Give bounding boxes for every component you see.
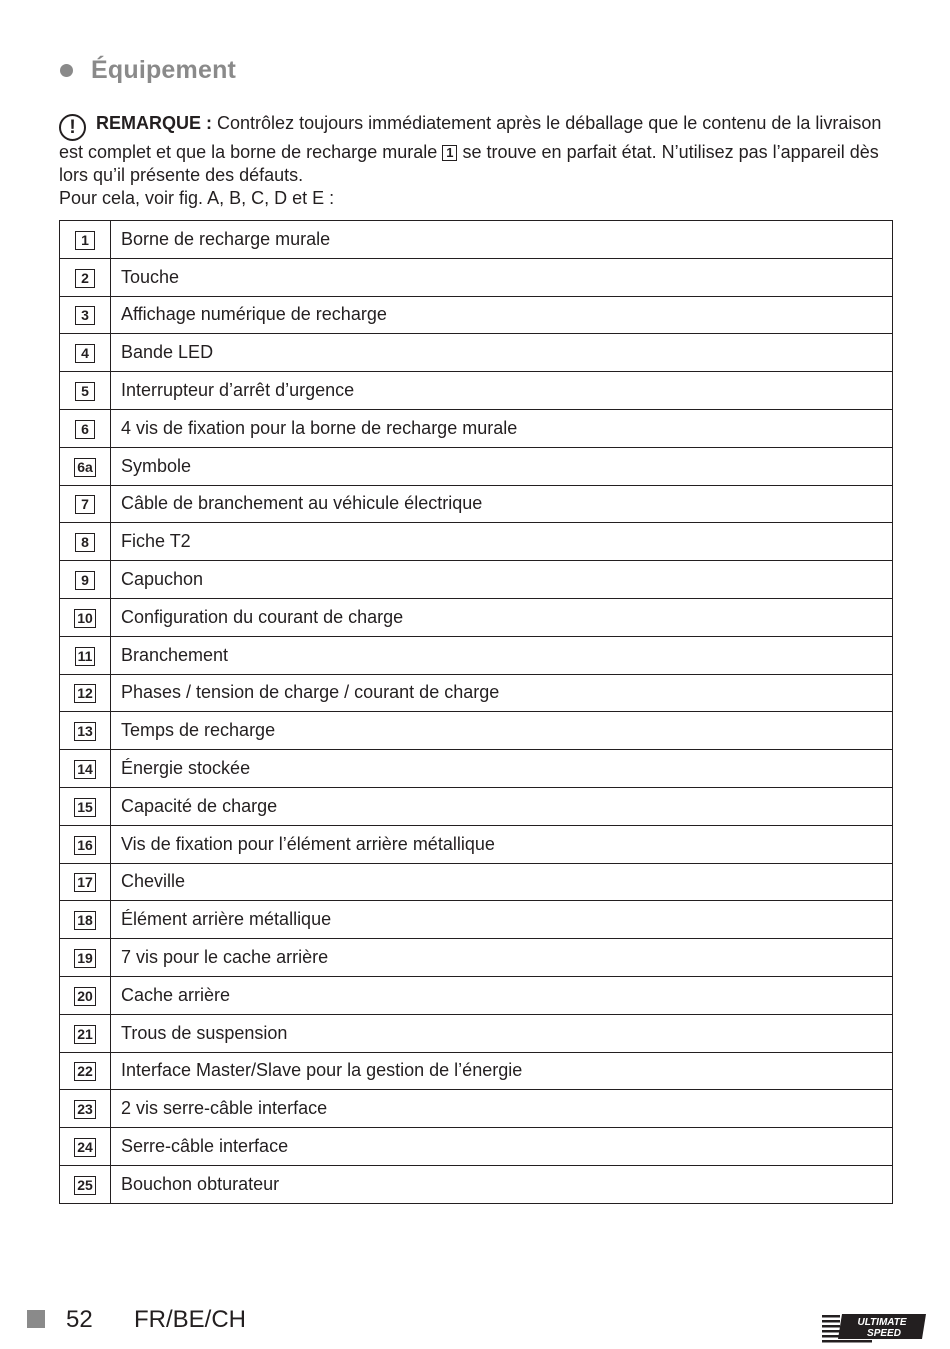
part-label: Phases / tension de charge / courant de charge: [111, 674, 893, 712]
part-label: Fiche T2: [111, 523, 893, 561]
table-row: [60, 334, 893, 372]
page-number: 52: [66, 1306, 93, 1333]
table-row: [60, 598, 893, 636]
part-label: Interface Master/Slave pour la gestion de l’énergie: [111, 1052, 893, 1090]
part-number: 12: [74, 684, 96, 703]
table-row: [60, 825, 893, 863]
part-label: Serre-câble interface: [111, 1128, 893, 1166]
part-number: 2: [75, 269, 95, 288]
part-number-cell: [60, 523, 111, 561]
part-number: 22: [74, 1062, 96, 1081]
part-number-cell: [60, 787, 111, 825]
part-number-cell: [60, 1052, 111, 1090]
part-number-cell: [60, 1165, 111, 1203]
exclamation-circle-icon: !: [59, 114, 86, 141]
part-number-cell: [60, 636, 111, 674]
part-number: 20: [74, 987, 96, 1006]
part-number: 24: [74, 1138, 96, 1157]
part-number-cell: [60, 409, 111, 447]
part-number: 17: [74, 873, 96, 892]
part-number-cell: [60, 750, 111, 788]
part-label: Branchement: [111, 636, 893, 674]
part-number-cell: [60, 221, 111, 259]
part-label: Capuchon: [111, 561, 893, 599]
part-number-cell: [60, 296, 111, 334]
part-number-cell: [60, 334, 111, 372]
part-number: 7: [75, 495, 95, 514]
part-label: Élément arrière métallique: [111, 901, 893, 939]
part-number-cell: [60, 674, 111, 712]
table-row: [60, 939, 893, 977]
part-label: Vis de fixation pour l’élément arrière métallique: [111, 825, 893, 863]
part-number-cell: [60, 372, 111, 410]
table-row: [60, 976, 893, 1014]
part-number: 6: [75, 420, 95, 439]
part-label: Bouchon obturateur: [111, 1165, 893, 1203]
bullet-icon: [60, 64, 73, 77]
part-label: Symbole: [111, 447, 893, 485]
part-number: 14: [74, 760, 96, 779]
part-number: 3: [75, 306, 95, 325]
table-row: [60, 523, 893, 561]
remark-text-part2: se trouve en parfait état. N’utilisez pas l’appareil dès lors qu’il présente des défauts.: [59, 142, 879, 185]
section-heading: [60, 55, 236, 85]
part-number: 18: [74, 911, 96, 930]
table-row: [60, 787, 893, 825]
remark-ref-number: 1: [442, 145, 457, 161]
remark-label: REMARQUE :: [96, 113, 213, 133]
part-number-cell: [60, 1128, 111, 1166]
table-row: [60, 901, 893, 939]
table-row: [60, 1052, 893, 1090]
part-number: 13: [74, 722, 96, 741]
table-row: [60, 1128, 893, 1166]
part-number-cell: [60, 712, 111, 750]
remark-text-part1: Contrôlez toujours immédiatement après le déballage que le contenu de la livraison est complet et que la borne de recharge murale: [59, 113, 882, 162]
part-number-cell: [60, 1090, 111, 1128]
language-code: FR/BE/CH: [134, 1306, 247, 1333]
table-row: [60, 447, 893, 485]
table-row: [60, 296, 893, 334]
part-number: 1: [75, 231, 95, 250]
table-row: [60, 674, 893, 712]
part-number-cell: [60, 901, 111, 939]
part-number: 21: [74, 1025, 96, 1044]
part-number: 5: [75, 382, 95, 401]
part-number-cell: [60, 258, 111, 296]
part-number: 19: [74, 949, 96, 968]
logo-line1: ULTIMATE: [857, 1317, 907, 1328]
part-label: 2 vis serre-câble interface: [111, 1090, 893, 1128]
part-label: Cheville: [111, 863, 893, 901]
part-number: 8: [75, 533, 95, 552]
part-number: 10: [74, 609, 96, 628]
part-number: 9: [75, 571, 95, 590]
part-number-cell: [60, 598, 111, 636]
part-label: Capacité de charge: [111, 787, 893, 825]
parts-table: [59, 220, 893, 1204]
part-label: Énergie stockée: [111, 750, 893, 788]
table-row: [60, 863, 893, 901]
table-row: [60, 221, 893, 259]
table-row: [60, 561, 893, 599]
part-number: 6a: [74, 458, 96, 477]
part-number-cell: [60, 561, 111, 599]
table-row: [60, 258, 893, 296]
remark-note: [59, 112, 893, 210]
part-number-cell: [60, 485, 111, 523]
table-row: [60, 372, 893, 410]
part-label: Cache arrière: [111, 976, 893, 1014]
part-label: Câble de branchement au véhicule électrique: [111, 485, 893, 523]
part-number: 16: [74, 836, 96, 855]
part-number-cell: [60, 939, 111, 977]
part-label: Configuration du courant de charge: [111, 598, 893, 636]
table-row: [60, 1090, 893, 1128]
part-label: Touche: [111, 258, 893, 296]
part-number-cell: [60, 976, 111, 1014]
part-label: 4 vis de fixation pour la borne de recharge murale: [111, 409, 893, 447]
part-number-cell: [60, 447, 111, 485]
part-label: Affichage numérique de recharge: [111, 296, 893, 334]
part-number: 11: [75, 647, 96, 666]
footer-square-icon: [27, 1310, 45, 1328]
table-row: [60, 1014, 893, 1052]
part-label: Temps de recharge: [111, 712, 893, 750]
table-row: [60, 1165, 893, 1203]
figure-reference: Pour cela, voir fig. A, B, C, D et E :: [59, 188, 335, 208]
table-row: [60, 636, 893, 674]
logo-line2: SPEED: [867, 1328, 901, 1339]
part-number-cell: [60, 825, 111, 863]
table-row: [60, 712, 893, 750]
part-number: 23: [74, 1100, 96, 1119]
table-row: [60, 750, 893, 788]
part-label: 7 vis pour le cache arrière: [111, 939, 893, 977]
part-label: Bande LED: [111, 334, 893, 372]
part-label: Interrupteur d’arrêt d’urgence: [111, 372, 893, 410]
ultimate-speed-logo: [822, 1313, 926, 1343]
part-number: 4: [75, 344, 95, 363]
table-row: [60, 409, 893, 447]
part-number-cell: [60, 1014, 111, 1052]
part-number: 25: [74, 1176, 96, 1195]
part-number-cell: [60, 863, 111, 901]
section-title: Équipement: [91, 55, 237, 84]
part-label: Trous de suspension: [111, 1014, 893, 1052]
table-row: [60, 485, 893, 523]
part-label: Borne de recharge murale: [111, 221, 893, 259]
part-number: 15: [74, 798, 96, 817]
